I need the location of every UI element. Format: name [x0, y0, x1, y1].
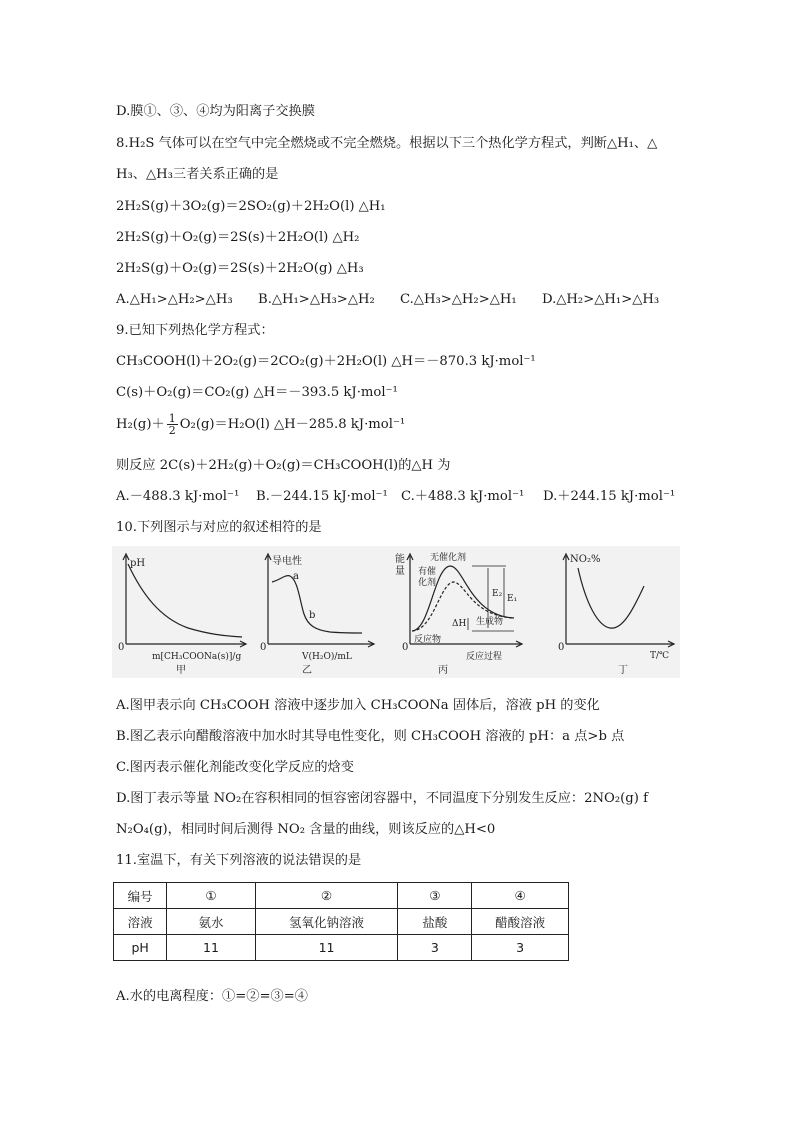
- jia-origin: 0: [118, 642, 125, 653]
- ding-xlabel: T/℃: [650, 651, 670, 661]
- q9-option-d: D.＋244.15 kJ·mol⁻¹: [543, 489, 676, 504]
- q8-option-a: A.△H₁>△H₂>△H₃: [116, 292, 233, 307]
- table-cell: ④: [472, 883, 569, 909]
- jia-xlabel: m[CH₃COONa(s)]/g: [152, 652, 242, 662]
- ding-ylabel: NO₂%: [570, 554, 601, 565]
- bing-dh: ΔH: [452, 619, 467, 629]
- jia-name: 甲: [176, 665, 186, 676]
- q11-table: [113, 882, 569, 961]
- q7-option-d: D.膜①、③、④均为阳离子交换膜: [116, 104, 315, 119]
- table-row-ph: [114, 935, 569, 961]
- bing-ylabel-2: 量: [395, 566, 405, 577]
- q8-option-d: D.△H₂>△H₁>△H₃: [542, 292, 660, 307]
- table-cell: ①: [167, 883, 255, 909]
- table-cell: 3: [398, 935, 472, 961]
- ding-name: 丁: [618, 665, 628, 676]
- q9-equation-3: [116, 412, 405, 438]
- q8-option-c: C.△H₃>△H₂>△H₁: [400, 292, 517, 307]
- table-cell: pH: [114, 935, 167, 961]
- q10-stem: 10.下列图示与对应的叙述相符的是: [116, 520, 322, 535]
- q8-equation-3: 2H₂S(g)＋O₂(g)＝2S(s)＋2H₂O(g) △H₃: [116, 261, 364, 276]
- yi-name: 乙: [302, 665, 312, 676]
- q9-equation-3-left: H₂(g)＋: [116, 417, 165, 432]
- q10-figures: [112, 546, 680, 678]
- table-cell: 11: [255, 935, 398, 961]
- q8-options: [116, 291, 659, 309]
- bing-reactant: 反应物: [414, 635, 442, 645]
- q9-question: 则反应 2C(s)＋2H₂(g)＋O₂(g)＝CH₃COOH(l)的△H 为: [116, 458, 451, 473]
- table-row-solution: [114, 909, 569, 935]
- q10-option-c: C.图丙表示催化剂能改变化学反应的焓变: [116, 760, 354, 775]
- bing-e2: E₂: [492, 589, 503, 599]
- bing-ylabel-1: 能: [395, 554, 405, 565]
- yi-point-a: a: [293, 571, 299, 582]
- q8-option-b: B.△H₁>△H₃>△H₂: [258, 292, 375, 307]
- table-cell: 11: [167, 935, 255, 961]
- q9-equation-1: CH₃COOH(l)＋2O₂(g)＝2CO₂(g)＋2H₂O(l) △H＝－870.3 kJ·mol⁻¹: [116, 354, 536, 369]
- q9-equation-2: C(s)＋O₂(g)＝CO₂(g) △H＝－393.5 kJ·mol⁻¹: [116, 385, 398, 400]
- q10-option-d-line-2: N₂O₄(g)，相同时间后测得 NO₂ 含量的曲线，则该反应的△H<0: [116, 822, 496, 837]
- q8-stem-line-2: H₃、△H₃三者关系正确的是: [116, 167, 279, 182]
- yi-point-b: b: [309, 610, 316, 621]
- fraction-numerator: 1: [168, 412, 176, 425]
- q9-stem: 9.已知下列热化学方程式：: [116, 323, 274, 338]
- bing-no-catalyst: 无催化剂: [430, 553, 467, 563]
- q11-option-a: A.水的电离程度：①=②=③=④: [116, 989, 308, 1004]
- table-cell: 氨水: [167, 909, 255, 935]
- bing-catalyst-2: 化剂: [418, 578, 437, 588]
- yi-origin: 0: [260, 642, 267, 653]
- q10-option-d-line-1: D.图丁表示等量 NO₂在容积相同的恒容密闭容器中，不同温度下分别发生反应：2NO₂(g) f: [116, 791, 648, 806]
- fraction-denominator: 2: [168, 424, 176, 437]
- ding-origin: 0: [558, 642, 565, 653]
- bing-origin: 0: [402, 642, 409, 653]
- q8-stem-line-1: 8.H₂S 气体可以在空气中完全燃烧或不完全燃烧。根据以下三个热化学方程式，判断△H₁、△: [116, 136, 658, 151]
- bing-xlabel: 反应过程: [466, 652, 503, 662]
- q9-option-c: C.＋488.3 kJ·mol⁻¹: [401, 489, 525, 504]
- jia-ylabel: pH: [130, 558, 146, 569]
- table-cell: 醋酸溶液: [472, 909, 569, 935]
- yi-ylabel: 导电性: [272, 556, 302, 567]
- table-cell: 3: [472, 935, 569, 961]
- table-cell: 盐酸: [398, 909, 472, 935]
- q9-equation-3-right: O₂(g)＝H₂O(l) △H－285.8 kJ·mol⁻¹: [179, 417, 406, 432]
- yi-xlabel: V(H₂O)/mL: [302, 652, 352, 662]
- q8-equation-2: 2H₂S(g)＋O₂(g)＝2S(s)＋2H₂O(l) △H₂: [116, 230, 360, 245]
- q10-option-b: B.图乙表示向醋酸溶液中加水时其导电性变化，则 CH₃COOH 溶液的 pH：a 点>b 点: [116, 729, 625, 744]
- bing-product: 生成物: [476, 617, 504, 627]
- q9-option-b: B.－244.15 kJ·mol⁻¹: [256, 489, 388, 504]
- q11-stem: 11.室温下，有关下列溶液的说法错误的是: [116, 853, 362, 868]
- table-row-header: [114, 883, 569, 909]
- q9-option-a: A.－488.3 kJ·mol⁻¹: [116, 489, 240, 504]
- q9-options: [116, 488, 675, 506]
- table-cell: ②: [255, 883, 398, 909]
- q8-equation-1: 2H₂S(g)＋3O₂(g)＝2SO₂(g)＋2H₂O(l) △H₁: [116, 199, 386, 214]
- table-cell: 溶液: [114, 909, 167, 935]
- bing-e1: E₁: [507, 594, 518, 604]
- one-half-fraction: [167, 413, 178, 436]
- bing-name: 丙: [438, 665, 448, 676]
- table-cell: 氢氧化钠溶液: [255, 909, 398, 935]
- table-cell: 编号: [114, 883, 167, 909]
- table-cell: ③: [398, 883, 472, 909]
- bing-catalyst-1: 有催: [418, 567, 437, 577]
- q10-option-a: A.图甲表示向 CH₃COOH 溶液中逐步加入 CH₃COONa 固体后，溶液 pH 的变化: [116, 698, 600, 713]
